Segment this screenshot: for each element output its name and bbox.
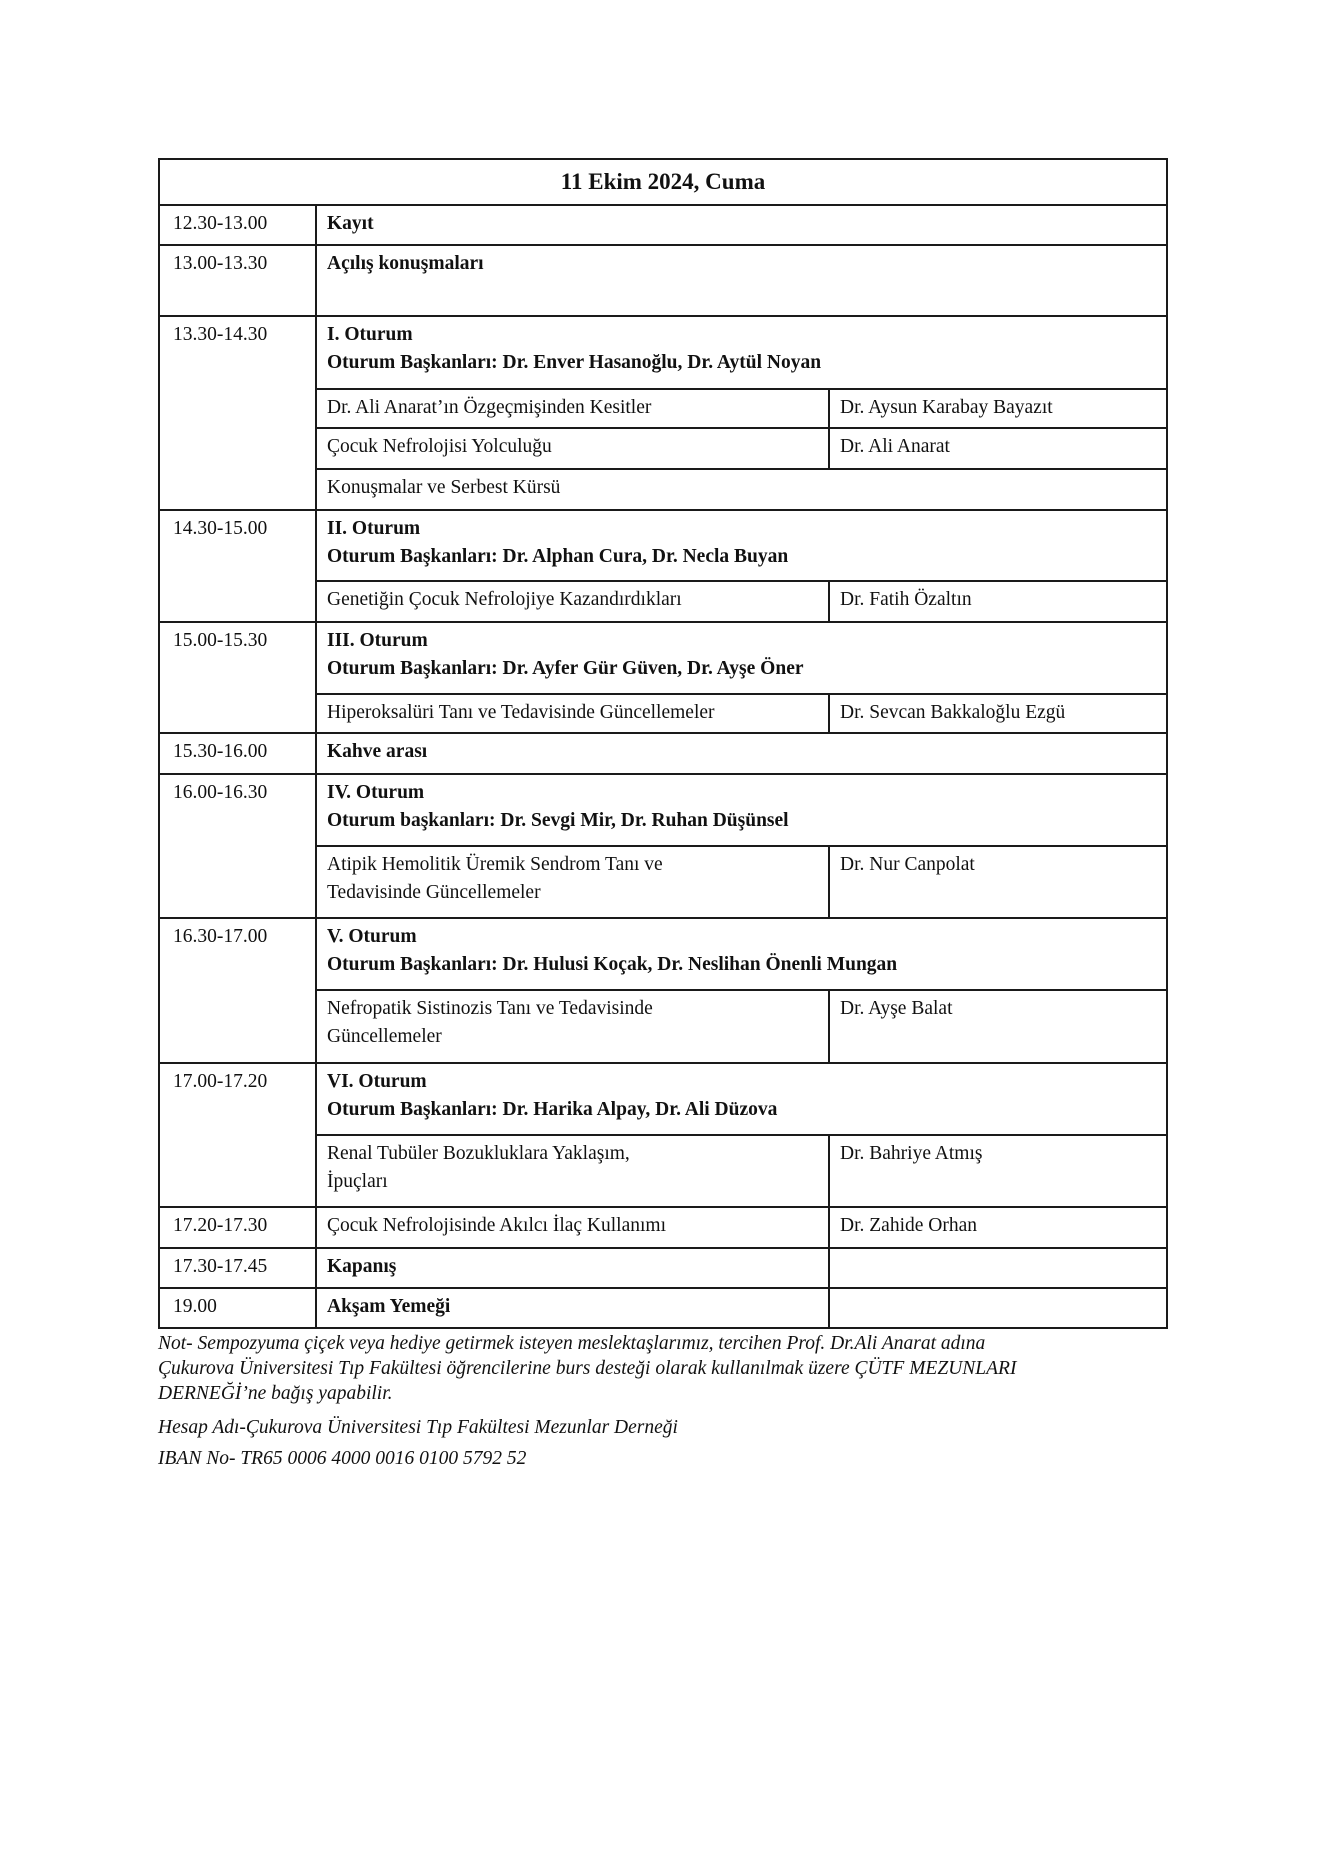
session-chairs: Oturum Başkanları: Dr. Harika Alpay, Dr. Ali Düzova: [327, 1099, 778, 1120]
talk-speaker: Dr. Fatih Özaltın: [829, 581, 1167, 622]
session-header-row: [159, 774, 1167, 846]
talk-title: [316, 1135, 829, 1207]
session-header: [316, 1063, 1167, 1135]
schedule-row: [159, 733, 1167, 774]
donation-note: [158, 1331, 1168, 1406]
time-slot: 16.30-17.00: [159, 918, 316, 1063]
session-header-row: [159, 316, 1167, 389]
time-slot: 19.00: [159, 1288, 316, 1328]
talk-speaker: Dr. Sevcan Bakkaloğlu Ezgü: [829, 694, 1167, 733]
time-slot: 13.30-14.30: [159, 316, 316, 510]
time-slot: 16.00-16.30: [159, 774, 316, 918]
talk-speaker: Dr. Zahide Orhan: [829, 1207, 1167, 1248]
talk-speaker: Dr. Aysun Karabay Bayazıt: [829, 389, 1167, 428]
schedule-row: [159, 1207, 1167, 1248]
event-label: Kayıt: [316, 205, 1167, 245]
session-header: [316, 918, 1167, 990]
notes-section: [158, 1331, 1168, 1474]
date-title: 11 Ekim 2024, Cuma: [159, 159, 1167, 205]
talk-title-line: Güncellemeler: [327, 1026, 442, 1047]
session-header-row: [159, 1063, 1167, 1135]
time-slot: 13.00-13.30: [159, 245, 316, 316]
session-header: [316, 510, 1167, 581]
session-chairs: Oturum Başkanları: Dr. Ayfer Gür Güven, Dr. Ayşe Öner: [327, 658, 804, 679]
talk-title: Konuşmalar ve Serbest Kürsü: [316, 469, 1167, 510]
talk-speaker: Dr. Bahriye Atmış: [829, 1135, 1167, 1207]
talk-speaker: Dr. Ayşe Balat: [829, 990, 1167, 1063]
event-label: Akşam Yemeği: [316, 1288, 829, 1328]
note-line: Çukurova Üniversitesi Tıp Fakültesi öğrencilerine burs desteği olarak kullanılmak üzere ÇÜTF MEZUNLARI: [158, 1358, 1017, 1379]
event-label: Açılış konuşmaları: [316, 245, 1167, 316]
program-table: [158, 158, 1168, 1329]
session-chairs: Oturum Başkanları: Dr. Enver Hasanoğlu, Dr. Aytül Noyan: [327, 352, 822, 373]
session-chairs: Oturum başkanları: Dr. Sevgi Mir, Dr. Ruhan Düşünsel: [327, 810, 789, 831]
time-slot: 17.00-17.20: [159, 1063, 316, 1207]
talk-title: Çocuk Nefrolojisi Yolculuğu: [316, 428, 829, 469]
talk-title: Dr. Ali Anarat’ın Özgeçmişinden Kesitler: [316, 389, 829, 428]
time-slot: 17.20-17.30: [159, 1207, 316, 1248]
talk-speaker: Dr. Nur Canpolat: [829, 846, 1167, 918]
session-header: [316, 622, 1167, 694]
time-slot: 14.30-15.00: [159, 510, 316, 622]
time-slot: 15.00-15.30: [159, 622, 316, 733]
session-title: VI. Oturum: [327, 1071, 427, 1092]
time-slot: 12.30-13.00: [159, 205, 316, 245]
talk-title: Hiperoksalüri Tanı ve Tedavisinde Güncellemeler: [316, 694, 829, 733]
talk-title: [316, 990, 829, 1063]
account-name: Hesap Adı-Çukurova Üniversitesi Tıp Fakültesi Mezunlar Derneği: [158, 1417, 678, 1438]
session-title: II. Oturum: [327, 518, 421, 539]
talk-title: [316, 846, 829, 918]
talk-title-line: Atipik Hemolitik Üremik Sendrom Tanı ve: [327, 854, 663, 875]
session-title: III. Oturum: [327, 630, 428, 651]
talk-title: Çocuk Nefrolojisinde Akılcı İlaç Kullanımı: [316, 1207, 829, 1248]
session-title: IV. Oturum: [327, 782, 425, 803]
iban-number: IBAN No- TR65 0006 4000 0016 0100 5792 52: [158, 1448, 527, 1469]
event-label: Kapanış: [316, 1248, 829, 1288]
session-header-row: [159, 510, 1167, 581]
session-chairs: Oturum Başkanları: Dr. Hulusi Koçak, Dr. Neslihan Önenli Mungan: [327, 954, 898, 975]
talk-speaker: Dr. Ali Anarat: [829, 428, 1167, 469]
time-slot: 15.30-16.00: [159, 733, 316, 774]
session-header-row: [159, 622, 1167, 694]
note-line: Not- Sempozyuma çiçek veya hediye getirmek isteyen meslektaşlarımız, tercihen Prof. Dr.Ali Anarat adına: [158, 1333, 986, 1354]
session-header-row: [159, 918, 1167, 990]
session-chairs: Oturum Başkanları: Dr. Alphan Cura, Dr. Necla Buyan: [327, 546, 789, 567]
talk-title-line: İpuçları: [327, 1171, 388, 1192]
talk-title-line: Nefropatik Sistinozis Tanı ve Tedavisinde: [327, 998, 653, 1019]
empty-speaker-cell: [829, 1288, 1167, 1328]
schedule-row: [159, 1288, 1167, 1328]
talk-title-line: Renal Tubüler Bozukluklara Yaklaşım,: [327, 1143, 630, 1164]
schedule-row: [159, 1248, 1167, 1288]
date-header-row: [159, 159, 1167, 205]
session-header: [316, 316, 1167, 389]
empty-speaker-cell: [829, 1248, 1167, 1288]
schedule-row: [159, 205, 1167, 245]
session-title: I. Oturum: [327, 324, 413, 345]
time-slot: 17.30-17.45: [159, 1248, 316, 1288]
schedule-row: [159, 245, 1167, 316]
event-label: Kahve arası: [316, 733, 1167, 774]
note-line: DERNEĞİ’ne bağış yapabilir.: [158, 1383, 393, 1404]
talk-title-line: Tedavisinde Güncellemeler: [327, 882, 541, 903]
session-title: V. Oturum: [327, 926, 417, 947]
talk-title: Genetiğin Çocuk Nefrolojiye Kazandırdıkları: [316, 581, 829, 622]
session-header: [316, 774, 1167, 846]
